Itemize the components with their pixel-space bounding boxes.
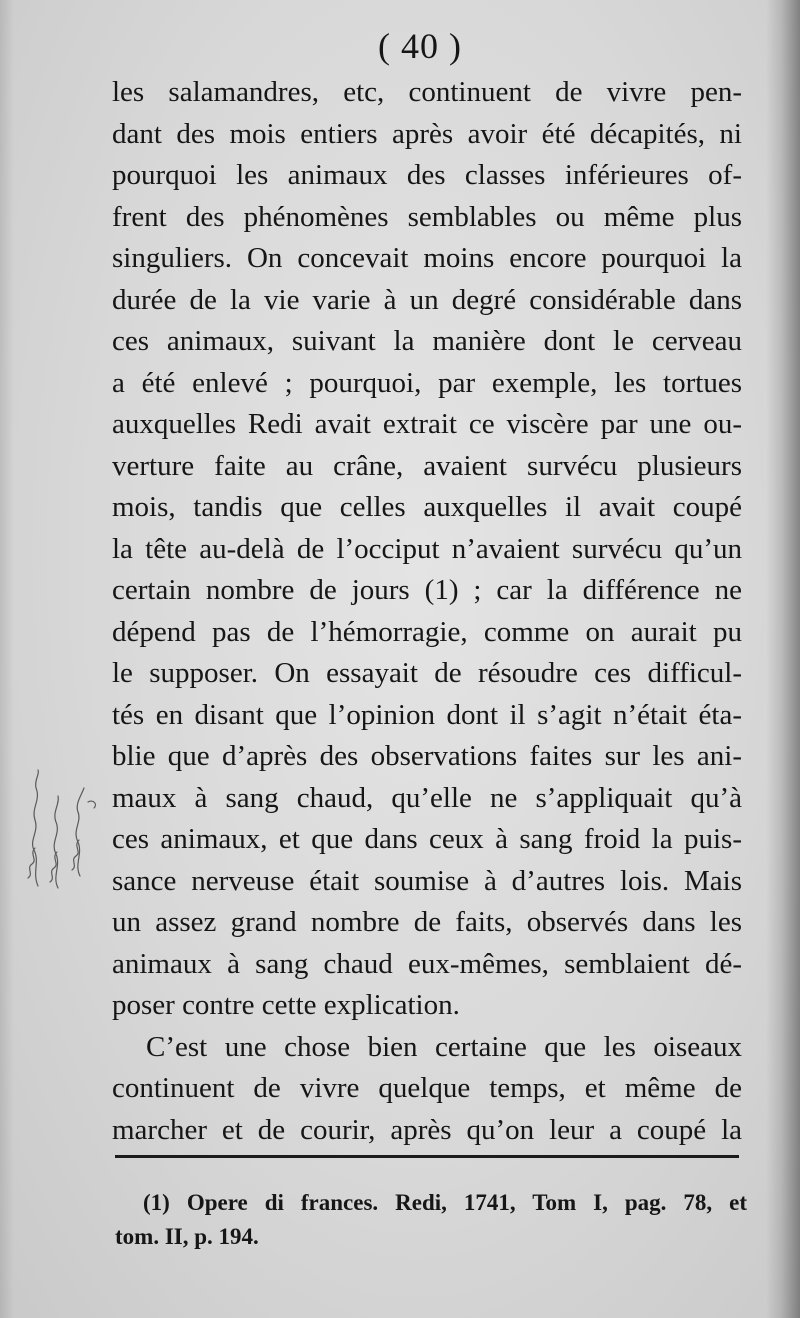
text-line: dant des mois entiers après avoir été décapités, ni [112, 117, 742, 150]
text-line: animaux à sang chaud eux-mêmes, semblaient dé- [112, 947, 742, 980]
page-gutter-shadow [766, 0, 800, 1318]
text-line: marcher et de courir, après qu’on leur a coupé la [112, 1113, 742, 1146]
text-line: certain nombre de jours (1) ; car la différence ne [112, 574, 742, 606]
text-line: durée de la vie varie à un degré considérable dans [112, 283, 742, 316]
text-line: le supposer. On essayait de résoudre ces difficul- [112, 657, 742, 689]
text-line: la tête au-delà de l’occiput n’avaient survécu qu’un [112, 532, 742, 565]
text-line: continuent de vivre quelque temps, et même de [112, 1072, 742, 1104]
text-line: sance nerveuse était soumise à d’autres lois. Mais [112, 864, 742, 897]
page-left-edge [0, 0, 14, 1318]
text-line: auxquelles Redi avait extrait ce viscère par une ou- [112, 408, 742, 440]
text-line: verture faite au crâne, avaient survécu plusieurs [112, 449, 742, 482]
text-line: dépend pas de l’hémorragie, comme on aurait pu [112, 615, 742, 648]
page-number: ( 40 ) [378, 26, 462, 66]
text-line: poser contre cette explication. [112, 989, 460, 1021]
footnote-rule [115, 1155, 739, 1158]
text-line: mois, tandis que celles auxquelles il avait coupé [112, 491, 742, 523]
text-line: tés en disant que l’opinion dont il s’agit n’était éta- [112, 698, 742, 731]
footnote-line: tom. II, p. 194. [115, 1224, 259, 1249]
handwritten-margin-note [14, 768, 106, 903]
footnote [115, 1186, 747, 1254]
text-line: a été enlevé ; pourquoi, par exemple, les tortues [112, 366, 742, 399]
body-text [112, 72, 742, 1151]
text-line: pourquoi les animaux des classes inférieures of- [112, 159, 742, 191]
text-line: ces animaux, et que dans ceux à sang froid la puis- [112, 823, 742, 855]
footnote-line: (1) Opere di frances. Redi, 1741, Tom I, pag. 78, et [143, 1190, 747, 1215]
text-line: singuliers. On concevait moins encore pourquoi la [112, 242, 742, 274]
text-line: un assez grand nombre de faits, observés dans les [112, 906, 742, 938]
paragraph-start-line: C’est une chose bien certaine que les oiseaux [146, 1030, 742, 1063]
text-line: maux à sang chaud, qu’elle ne s’appliquait qu’à [112, 781, 742, 814]
text-line: ces animaux, suivant la manière dont le cerveau [112, 325, 742, 357]
text-line: les salamandres, etc, continuent de vivre pen- [112, 76, 742, 108]
text-line: frent des phénomènes semblables ou même plus [112, 200, 742, 233]
text-line: blie que d’après des observations faites sur les ani- [112, 740, 742, 772]
